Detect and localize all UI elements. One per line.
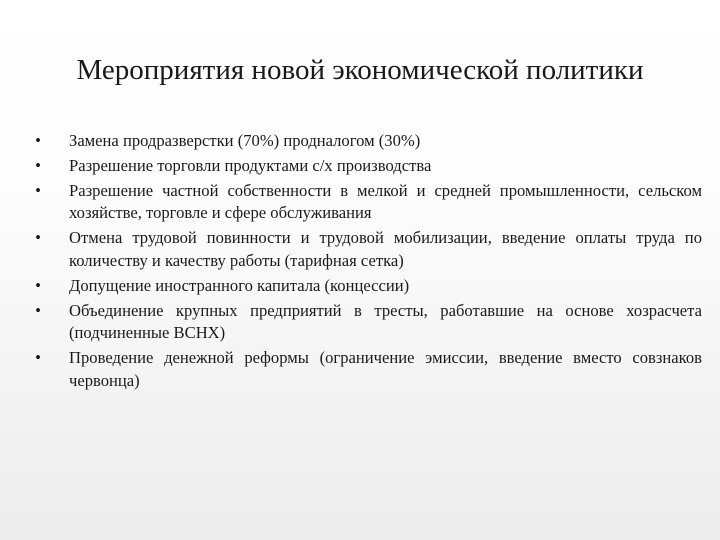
bullet-icon: • — [35, 131, 41, 150]
list-item-text: Замена продразверстки (70%) продналогом (30%) — [69, 131, 421, 150]
list-item — [31, 155, 702, 178]
list-item-text: Допущение иностранного капитала (концессии) — [69, 275, 410, 295]
bullet-icon: • — [35, 348, 41, 368]
bullet-icon: • — [35, 228, 41, 248]
list-item — [31, 347, 702, 393]
list-item — [31, 300, 702, 346]
bullet-icon: • — [35, 275, 41, 295]
list-item-text: Разрешение частной собственности в мелкой и средней промышленности, сельском хозяйстве, торговле и сфере обслуживания — [69, 180, 702, 223]
list-item-text: Объединение крупных предприятий в тресты, работавшие на основе хозрасчета (подчиненные ВСНХ) — [69, 300, 702, 343]
list-item — [31, 180, 702, 226]
slide-title: Мероприятия новой экономической политики — [76, 54, 644, 86]
bullet-icon: • — [35, 180, 41, 200]
bullet-icon: • — [35, 300, 41, 320]
list-item-text: Проведение денежной реформы (ограничение эмиссии, введение вместо совзнаков червонца) — [69, 348, 702, 390]
list-item — [31, 130, 702, 153]
list-item-text: Разрешение торговли продуктами с/х производства — [69, 155, 432, 175]
bullet-list — [31, 130, 702, 395]
list-item — [31, 275, 702, 298]
list-item-text: Отмена трудовой повинности и трудовой мобилизации, введение оплаты труда по количеству и качеству работы (тарифная сетка) — [69, 228, 702, 270]
list-item — [31, 227, 702, 273]
bullet-icon: • — [35, 155, 41, 175]
